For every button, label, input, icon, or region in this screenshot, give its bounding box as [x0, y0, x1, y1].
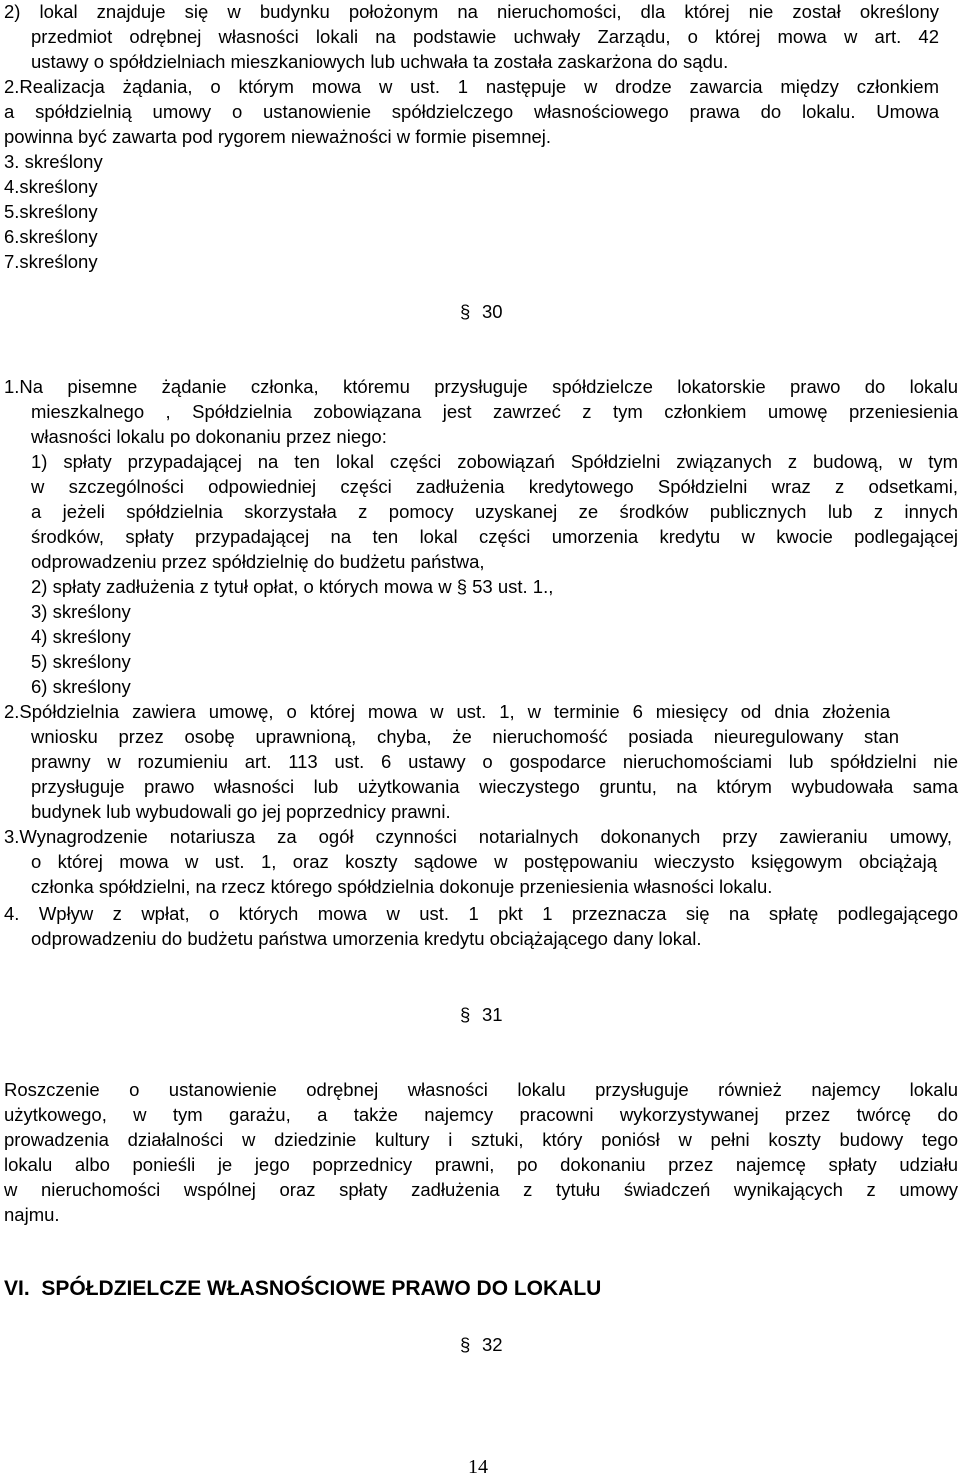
text-line: 4. Wpływ z wpłat, o których mowa w ust. 1 pkt 1 przeznacza się na spłatę podlegającego [4, 903, 958, 924]
text-line: 3.Wynagrodzenie notariusza za ogół czynności notarialnych dokonanych przy zawieraniu umowy, [4, 826, 952, 847]
text-line: własności lokalu po dokonaniu przez niego: [31, 426, 387, 447]
text-line: najmu. [4, 1204, 60, 1225]
text-line: 3) skreślony [31, 601, 131, 622]
text-line: wniosku przez osobę uprawnioną, chyba, że nieruchomość posiada nieuregulowany stan [31, 726, 899, 747]
section-number: 31 [482, 1004, 503, 1025]
text-line: 2) spłaty zadłużenia z tytuł opłat, o których mowa w § 53 ust. 1., [31, 576, 554, 597]
text-line: ustawy o spółdzielniach mieszkaniowych lub uchwała ta została zaskarżona do sądu. [31, 51, 729, 72]
section-heading-32 [460, 1332, 503, 1357]
section-heading-30 [460, 299, 503, 324]
text-line: 6) skreślony [31, 676, 131, 697]
text-line: 2.Realizacja żądania, o którym mowa w ust. 1 następuje w drodze zawarcia między członkiem [4, 76, 939, 97]
text-line: 5.skreślony [4, 201, 98, 222]
section-symbol: § [460, 301, 471, 322]
text-line: użytkowego, w tym garażu, a także najemcy pracowni wykorzystywanej przez twórcę do [4, 1104, 958, 1125]
text-line: przysługuje prawo własności lub użytkowania wieczystego gruntu, na którym wybudowała sama [31, 776, 958, 797]
text-line: lokalu albo ponieśli je jego poprzednicy prawni, po dokonaniu przez najemcę spłaty udziału [4, 1154, 958, 1175]
text-line: budynek lub wybudowali go jej poprzednicy prawni. [31, 801, 451, 822]
chapter-heading [4, 1277, 601, 1301]
text-line: w nieruchomości wspólnej oraz spłaty zadłużenia z tytułu świadczeń wynikających z umowy [4, 1179, 958, 1200]
section-heading-31 [460, 1002, 503, 1027]
text-line: w szczególności odpowiedniej części zadłużenia kredytowego Spółdzielni wraz z odsetkami, [31, 476, 958, 497]
text-line: o której mowa w ust. 1, oraz koszty sądowe w postępowaniu wieczysto księgowym obciążają [31, 851, 937, 872]
text-line: a spółdzielnią umowy o ustanowienie spółdzielczego własnościowego prawa do lokalu. Umowa [4, 101, 939, 122]
text-line: 1) spłaty przypadającej na ten lokal części zobowiązań Spółdzielni związanych z budową, w tym [31, 451, 958, 472]
chapter-number: VI. [4, 1277, 30, 1300]
section-number: 32 [482, 1334, 503, 1355]
section-number: 30 [482, 301, 503, 322]
text-line: 7.skreślony [4, 251, 98, 272]
text-line: 4) skreślony [31, 626, 131, 647]
text-line: 2) lokal znajduje się w budynku położonym na nieruchomości, dla której nie został określony [4, 1, 939, 22]
section-symbol: § [460, 1004, 471, 1025]
chapter-title: SPÓŁDZIELCZE WŁASNOŚCIOWE PRAWO DO LOKALU [41, 1277, 602, 1300]
text-line: 2.Spółdzielnia zawiera umowę, o której mowa w ust. 1, w terminie 6 miesięcy od dnia złożenia [4, 701, 890, 722]
text-line: prawny w rozumieniu art. 113 ust. 6 ustawy o gospodarce nieruchomościami lub spółdzielni nie [31, 751, 958, 772]
text-line: Roszczenie o ustanowienie odrębnej własności lokalu przysługuje również najemcy lokalu [4, 1079, 958, 1100]
section-symbol: § [460, 1334, 471, 1355]
text-line: odprowadzeniu do budżetu państwa umorzenia kredytu obciążającego dany lokal. [31, 928, 702, 949]
text-line: powinna być zawarta pod rygorem nieważności w formie pisemnej. [4, 126, 552, 147]
text-line: 3. skreślony [4, 151, 103, 172]
page-number: 14 [468, 1456, 488, 1478]
text-line: odprowadzeniu przez spółdzielnię do budżetu państwa, [31, 551, 485, 572]
text-line: 5) skreślony [31, 651, 131, 672]
text-line: 4.skreślony [4, 176, 98, 197]
text-line: członka spółdzielni, na rzecz którego spółdzielnia dokonuje przeniesienia własności lokalu. [31, 876, 773, 897]
text-line: 6.skreślony [4, 226, 98, 247]
text-line: a jeżeli spółdzielnia skorzystała z pomocy uzyskanej ze środków publicznych lub z innych [31, 501, 958, 522]
text-line: przedmiot odrębnej własności lokali na podstawie uchwały Zarządu, o której mowa w art. 42 [31, 26, 939, 47]
text-line: mieszkalnego , Spółdzielnia zobowiązana jest zawrzeć z tym członkiem umowę przeniesienia [31, 401, 958, 422]
text-line: 1.Na pisemne żądanie członka, któremu przysługuje spółdzielcze lokatorskie prawo do lokalu [4, 376, 958, 397]
text-line: środków, spłaty przypadającej na ten lokal części umorzenia kredytu w kwocie podlegającej [31, 526, 958, 547]
text-line: prowadzenia działalności w dziedzinie kultury i sztuki, który poniósł w pełni koszty budowy tego [4, 1129, 958, 1150]
